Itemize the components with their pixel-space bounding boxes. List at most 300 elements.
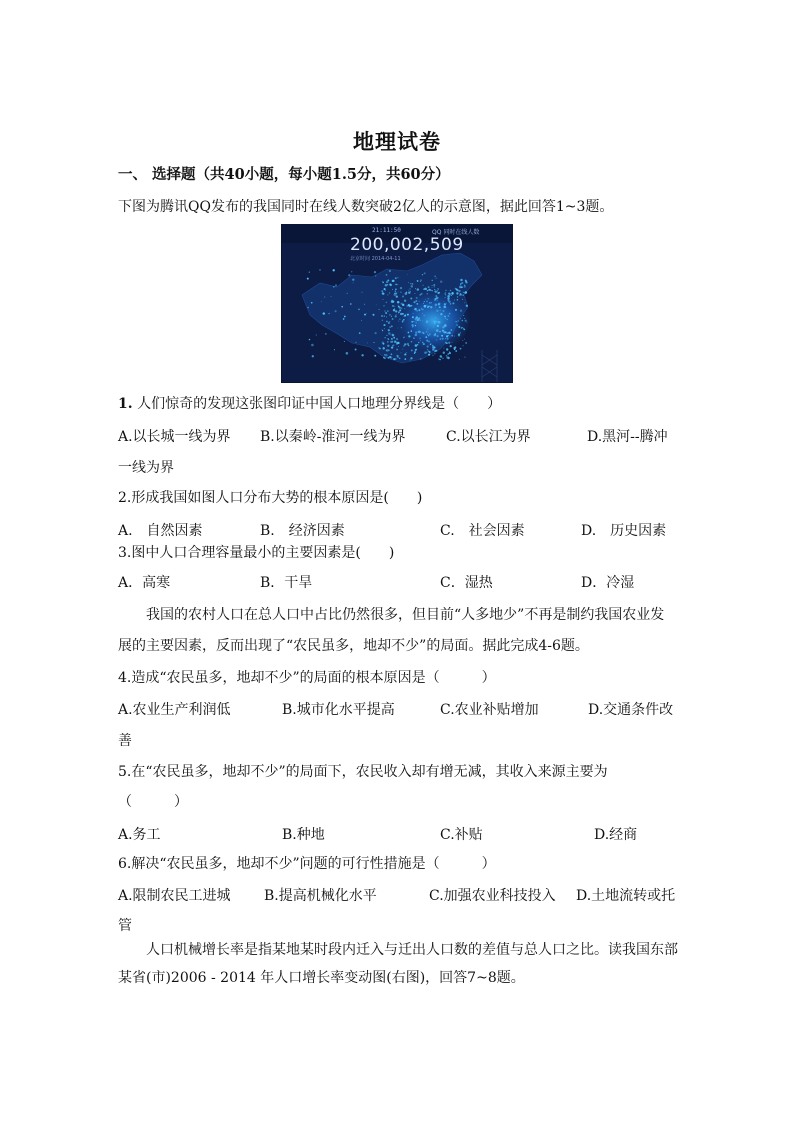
online-user-dot <box>394 308 395 309</box>
online-user-dot <box>425 351 427 353</box>
online-user-dot <box>398 342 400 344</box>
online-user-dot <box>444 303 446 305</box>
online-user-dot <box>432 280 433 281</box>
online-user-dot <box>438 321 441 324</box>
online-user-dot <box>458 334 460 336</box>
online-user-dot <box>361 292 362 293</box>
online-user-dot <box>414 351 416 353</box>
question-4-stem: 4.造成“农民虽多，地却不少”的局面的根本原因是（ ） <box>118 670 496 686</box>
q6-option-c: C.加强农业科技投入 <box>429 888 556 904</box>
online-user-dot <box>389 327 390 328</box>
online-user-dot <box>448 301 450 303</box>
online-user-dot <box>389 356 391 358</box>
online-user-dot <box>413 326 414 327</box>
q4-option-d-cont: 善 <box>118 733 132 749</box>
online-user-dot <box>445 338 446 339</box>
online-user-dot <box>405 314 406 315</box>
online-user-dot <box>435 317 436 318</box>
online-user-dot <box>402 349 403 350</box>
online-user-dot <box>395 292 397 294</box>
online-user-dot <box>386 349 389 352</box>
online-user-dot <box>372 314 374 316</box>
online-user-dot <box>444 293 446 295</box>
online-user-dot <box>447 297 449 299</box>
online-user-dot <box>452 302 454 304</box>
q2-option-b: B. 经济因素 <box>260 523 345 539</box>
q4-option-a: A.农业生产利润低 <box>118 702 231 718</box>
passage-2-line-1: 我国的农村人口在总人口中占比仍然很多，但目前“人多地少”不再是制约我国农业发 <box>118 607 665 623</box>
online-user-dot <box>385 312 387 314</box>
online-user-dot <box>411 283 413 285</box>
online-user-dot <box>422 309 424 311</box>
online-user-dot <box>449 352 451 354</box>
online-user-dot <box>348 274 350 276</box>
online-user-dot <box>333 286 335 288</box>
online-user-dot <box>465 357 466 358</box>
online-user-dot <box>383 324 385 326</box>
online-user-dot <box>378 347 380 349</box>
online-user-dot <box>415 300 417 302</box>
online-user-dot <box>434 275 436 277</box>
q3-option-a: A．高寒 <box>118 575 171 591</box>
online-user-dot <box>462 299 463 300</box>
online-user-dot <box>392 345 393 346</box>
online-user-dot <box>442 329 443 330</box>
online-user-dot <box>391 346 393 348</box>
online-user-dot <box>356 342 357 343</box>
online-user-dot <box>395 358 397 360</box>
online-user-dot <box>374 271 376 273</box>
online-user-dot <box>418 342 419 343</box>
online-user-dot <box>404 299 406 301</box>
q1-option-d: D.黑河--腾冲 <box>587 429 668 445</box>
q2-option-a: A. 自然因素 <box>118 523 203 539</box>
online-user-dot <box>417 288 419 290</box>
q5-option-d: D.经商 <box>594 827 638 843</box>
online-user-dot <box>463 329 465 331</box>
online-user-dot <box>465 320 467 322</box>
online-user-dot <box>311 344 314 347</box>
online-user-dot <box>440 338 441 339</box>
online-user-dot <box>422 342 423 343</box>
online-user-dot <box>385 290 386 291</box>
online-user-dot <box>460 279 462 281</box>
online-user-dot <box>445 292 446 293</box>
online-user-dot <box>343 318 345 320</box>
online-user-dot <box>394 310 395 311</box>
online-user-dot <box>435 295 437 297</box>
online-user-dot <box>432 345 434 347</box>
online-user-dot <box>427 329 428 330</box>
question-1 <box>118 394 678 414</box>
online-user-dot <box>442 358 443 359</box>
online-user-dot <box>384 337 386 339</box>
online-user-dot <box>428 289 430 291</box>
q1-option-b: B.以秦岭-淮河一线为界 <box>260 429 406 445</box>
online-user-dot <box>443 352 445 354</box>
online-user-dot <box>434 353 435 354</box>
online-user-dot <box>401 327 402 328</box>
online-user-dot <box>465 342 466 343</box>
online-user-dot <box>388 339 389 340</box>
online-user-dot <box>410 359 411 360</box>
online-user-dot <box>447 353 449 355</box>
online-user-dot <box>334 349 335 350</box>
online-user-dot <box>411 341 413 343</box>
online-user-dot <box>408 290 409 291</box>
online-user-dot <box>404 308 405 309</box>
online-user-dot <box>382 330 383 331</box>
online-user-dot <box>381 290 383 292</box>
online-user-dot <box>447 357 449 359</box>
online-user-dot <box>466 305 468 307</box>
online-user-dot <box>462 340 463 341</box>
online-user-dot <box>376 304 377 305</box>
online-user-dot <box>400 291 402 293</box>
online-user-dot <box>412 316 414 318</box>
online-user-dot <box>378 309 379 310</box>
q6-option-a: A.限制农民工进城 <box>118 888 231 904</box>
online-user-dot <box>387 294 388 295</box>
section-heading: 一、 选择题（共40小题，每小题1.5分，共60分） <box>118 166 450 183</box>
online-user-dot <box>449 343 450 344</box>
online-user-dot <box>447 295 450 298</box>
online-user-dot <box>430 344 432 346</box>
q3-option-d: D．冷湿 <box>581 575 635 591</box>
online-user-dot <box>309 339 311 341</box>
online-user-dot <box>440 281 442 283</box>
online-user-dot <box>437 325 439 327</box>
online-user-dot <box>463 292 464 293</box>
online-user-dot <box>449 293 451 295</box>
q5-option-c: C.补贴 <box>440 827 483 843</box>
online-user-dot <box>419 301 420 302</box>
online-user-dot <box>323 312 325 314</box>
online-user-dot <box>423 332 425 334</box>
online-user-dot <box>434 291 435 292</box>
online-user-dot <box>434 289 435 290</box>
online-user-dot <box>344 341 345 342</box>
online-user-dot <box>454 300 455 301</box>
online-user-dot <box>466 322 467 323</box>
online-user-dot <box>316 334 317 335</box>
online-user-dot <box>451 335 453 337</box>
online-user-dot <box>382 292 384 294</box>
online-user-dot <box>374 355 376 357</box>
online-user-dot <box>419 320 420 321</box>
online-user-dot <box>436 278 437 279</box>
online-user-dot <box>391 325 393 327</box>
question-5-stem: 5.在“农民虽多，地却不少”的局面下，农民收入却有增无减，其收入来源主要为 <box>118 764 608 780</box>
map-caption: QQ 同时在线人数 <box>432 229 480 236</box>
question-6-stem: 6.解决“农民虽多，地却不少”问题的可行性措施是（ ） <box>118 856 496 872</box>
online-user-dot <box>427 290 428 291</box>
online-user-dot <box>446 355 448 357</box>
online-user-dot <box>389 292 390 293</box>
online-user-dot <box>396 338 398 340</box>
online-user-dot <box>411 321 413 323</box>
question-2-stem: 2.形成我国如图人口分布大势的根本原因是( ) <box>118 490 423 506</box>
online-user-dot <box>398 305 399 306</box>
online-user-dot <box>393 337 395 339</box>
online-user-dot <box>395 315 397 317</box>
online-user-dot <box>439 306 441 308</box>
online-user-dot <box>428 341 430 343</box>
online-user-dot <box>416 349 417 350</box>
online-user-dot <box>396 343 398 345</box>
online-user-dot <box>395 289 397 291</box>
online-user-dot <box>426 300 428 302</box>
online-user-dot <box>450 329 452 331</box>
online-user-dot <box>422 313 423 314</box>
online-user-dot <box>450 303 452 305</box>
online-user-dot <box>408 335 410 337</box>
online-user-dot <box>446 342 448 344</box>
online-user-dot <box>398 306 400 308</box>
online-user-dot <box>433 284 435 286</box>
online-user-dot <box>361 354 363 356</box>
online-user-dot <box>458 326 460 328</box>
online-user-dot <box>439 359 440 360</box>
online-user-dot <box>445 318 446 319</box>
online-user-dot <box>437 335 439 337</box>
online-user-dot <box>465 281 467 283</box>
q1-option-c: C.以长江为界 <box>446 429 531 445</box>
online-user-dot <box>420 358 422 360</box>
online-user-dot <box>449 313 451 315</box>
online-user-dot <box>386 321 388 323</box>
online-user-dot <box>417 319 419 321</box>
online-user-dot <box>385 354 388 357</box>
online-user-dot <box>431 290 432 291</box>
map-clock: 21:11:50 <box>372 227 401 234</box>
online-user-dot <box>429 333 431 335</box>
online-user-dot <box>391 338 393 340</box>
online-user-dot <box>443 331 445 333</box>
online-user-dot <box>426 320 428 322</box>
online-user-dot <box>396 314 397 315</box>
online-user-dot <box>465 280 466 281</box>
online-user-dot <box>456 324 457 325</box>
online-user-dot <box>427 349 428 350</box>
online-user-dot <box>431 302 432 303</box>
online-user-dot <box>460 348 462 350</box>
online-user-dot <box>455 350 457 352</box>
online-user-dot <box>399 309 401 311</box>
online-user-dot <box>451 292 453 294</box>
online-user-dot <box>382 347 384 349</box>
online-user-dot <box>457 299 459 301</box>
online-user-dot <box>414 293 415 294</box>
online-user-dot <box>464 302 465 303</box>
online-user-dot <box>399 358 400 359</box>
question-1-stem: 人们惊奇的发现这张图印证中国人口地理分界线是（ ） <box>132 396 502 412</box>
online-user-dot <box>395 284 397 286</box>
online-user-dot <box>408 332 410 334</box>
online-user-dot <box>402 313 404 315</box>
online-user-dot <box>460 332 461 333</box>
online-user-dot <box>462 320 464 322</box>
online-user-dot <box>447 315 449 317</box>
online-user-dot <box>415 325 416 326</box>
online-user-dot <box>437 292 439 294</box>
online-user-dot <box>312 355 314 357</box>
online-user-dot <box>456 292 458 294</box>
online-user-dot <box>402 304 404 306</box>
online-user-dot <box>424 305 427 308</box>
online-user-dot <box>404 355 405 356</box>
online-user-dot <box>394 341 396 343</box>
online-user-dot <box>382 282 384 284</box>
online-user-dot <box>353 282 354 283</box>
online-user-dot <box>390 334 391 335</box>
online-user-dot <box>419 309 421 311</box>
online-user-dot <box>457 296 458 297</box>
online-user-dot <box>447 319 448 320</box>
question-3-stem: 3.图中人口合理容量最小的主要因素是( ) <box>118 545 395 561</box>
online-user-dot <box>350 303 352 305</box>
online-user-dot <box>446 335 448 337</box>
online-user-dot <box>441 335 443 337</box>
online-user-dot <box>445 297 446 298</box>
online-user-dot <box>307 278 309 280</box>
online-user-dot <box>398 292 399 293</box>
online-user-dot <box>392 340 393 341</box>
online-user-dot <box>439 331 441 333</box>
online-user-dot <box>400 287 402 289</box>
online-user-dot <box>416 320 417 321</box>
online-user-dot <box>464 291 467 294</box>
online-user-dot <box>324 297 325 298</box>
online-user-dot <box>311 302 313 304</box>
online-user-dot <box>421 308 422 309</box>
online-user-dot <box>428 354 430 356</box>
online-user-dot <box>335 310 337 312</box>
online-user-dot <box>398 328 399 329</box>
qq-online-map-image <box>281 224 513 383</box>
online-user-dot <box>432 287 433 288</box>
online-user-dot <box>396 355 398 357</box>
online-user-dot <box>387 345 389 347</box>
online-user-dot <box>423 315 425 317</box>
online-user-dot <box>407 274 408 275</box>
online-user-dot <box>391 300 394 303</box>
online-user-dot <box>335 284 337 286</box>
online-user-dot <box>381 315 383 317</box>
online-user-dot <box>351 271 352 272</box>
online-user-dot <box>411 349 413 351</box>
online-user-dot <box>425 299 426 300</box>
q4-option-d: D.交通条件改 <box>588 702 674 718</box>
online-user-dot <box>450 290 451 291</box>
online-user-dot <box>414 308 417 311</box>
q6-option-d-cont: 管 <box>118 918 132 934</box>
online-user-dot <box>410 297 412 299</box>
online-user-dot <box>443 348 444 349</box>
online-user-dot <box>464 285 465 286</box>
online-user-dot <box>409 305 411 307</box>
online-user-dot <box>427 306 429 308</box>
online-user-dot <box>395 295 396 296</box>
online-user-dot <box>409 288 410 289</box>
online-user-dot <box>383 299 384 300</box>
online-user-dot <box>461 282 463 284</box>
map-subcaption: 北京时间 2014-04-11 <box>350 256 401 262</box>
online-user-dot <box>460 293 462 295</box>
online-user-dot <box>423 303 424 304</box>
online-user-dot <box>417 344 418 345</box>
online-user-dot <box>446 348 448 350</box>
online-user-dot <box>388 329 390 331</box>
online-user-dot <box>385 284 388 287</box>
online-user-dot <box>403 319 405 321</box>
online-user-dot <box>427 334 428 335</box>
online-user-dot <box>344 316 346 318</box>
online-user-dot <box>416 303 418 305</box>
online-user-dot <box>398 311 400 313</box>
online-user-dot <box>413 337 415 339</box>
online-user-dot <box>364 304 365 305</box>
online-user-dot <box>442 338 444 340</box>
online-user-dot <box>426 293 428 295</box>
online-user-dot <box>456 321 457 322</box>
online-user-dot <box>431 285 432 286</box>
online-user-dot <box>424 301 425 302</box>
online-user-dot <box>415 334 417 336</box>
online-user-dot <box>419 338 420 339</box>
online-user-dot <box>434 321 436 323</box>
online-user-dot <box>364 314 366 316</box>
passage-2-line-2: 展的主要因素，反而出现了“农民虽多，地却不少”的局面。据此完成4-6题。 <box>118 638 589 654</box>
passage-3-line-1: 人口机械增长率是指某地某时段内迁入与迁出人口数的差值与总人口之比。读我国东部 <box>118 942 678 958</box>
online-user-dot <box>396 295 398 297</box>
q5-option-b: B.种地 <box>282 827 325 843</box>
online-user-dot <box>428 298 429 299</box>
q3-option-c: C．湿热 <box>440 575 493 591</box>
online-user-dot <box>444 324 447 327</box>
online-user-dot <box>418 331 419 332</box>
online-user-dot <box>448 332 451 335</box>
online-user-dot <box>438 303 440 305</box>
online-user-dot <box>415 288 416 289</box>
online-user-dot <box>434 286 435 287</box>
online-user-dot <box>386 335 387 336</box>
online-user-dot <box>386 316 387 317</box>
online-user-dot <box>410 357 412 359</box>
online-user-dot <box>400 307 402 309</box>
online-user-dot <box>391 316 392 317</box>
online-user-dot <box>392 280 394 282</box>
online-user-dot <box>426 331 428 333</box>
online-user-dot <box>387 341 389 343</box>
online-user-dot <box>434 323 436 325</box>
online-user-dot <box>408 282 409 283</box>
online-user-dot <box>411 324 413 326</box>
online-user-dot <box>411 285 413 287</box>
online-user-dot <box>383 357 385 359</box>
online-user-dot <box>413 313 414 314</box>
online-user-dot <box>464 339 465 340</box>
online-user-dot <box>386 274 388 276</box>
online-user-dot <box>416 297 417 298</box>
online-user-dot <box>437 300 438 301</box>
online-user-dot <box>455 309 457 311</box>
online-user-dot <box>398 321 399 322</box>
online-user-dot <box>367 342 368 343</box>
online-user-dot <box>361 320 362 321</box>
online-user-dot <box>457 289 459 291</box>
online-user-dot <box>458 290 460 292</box>
